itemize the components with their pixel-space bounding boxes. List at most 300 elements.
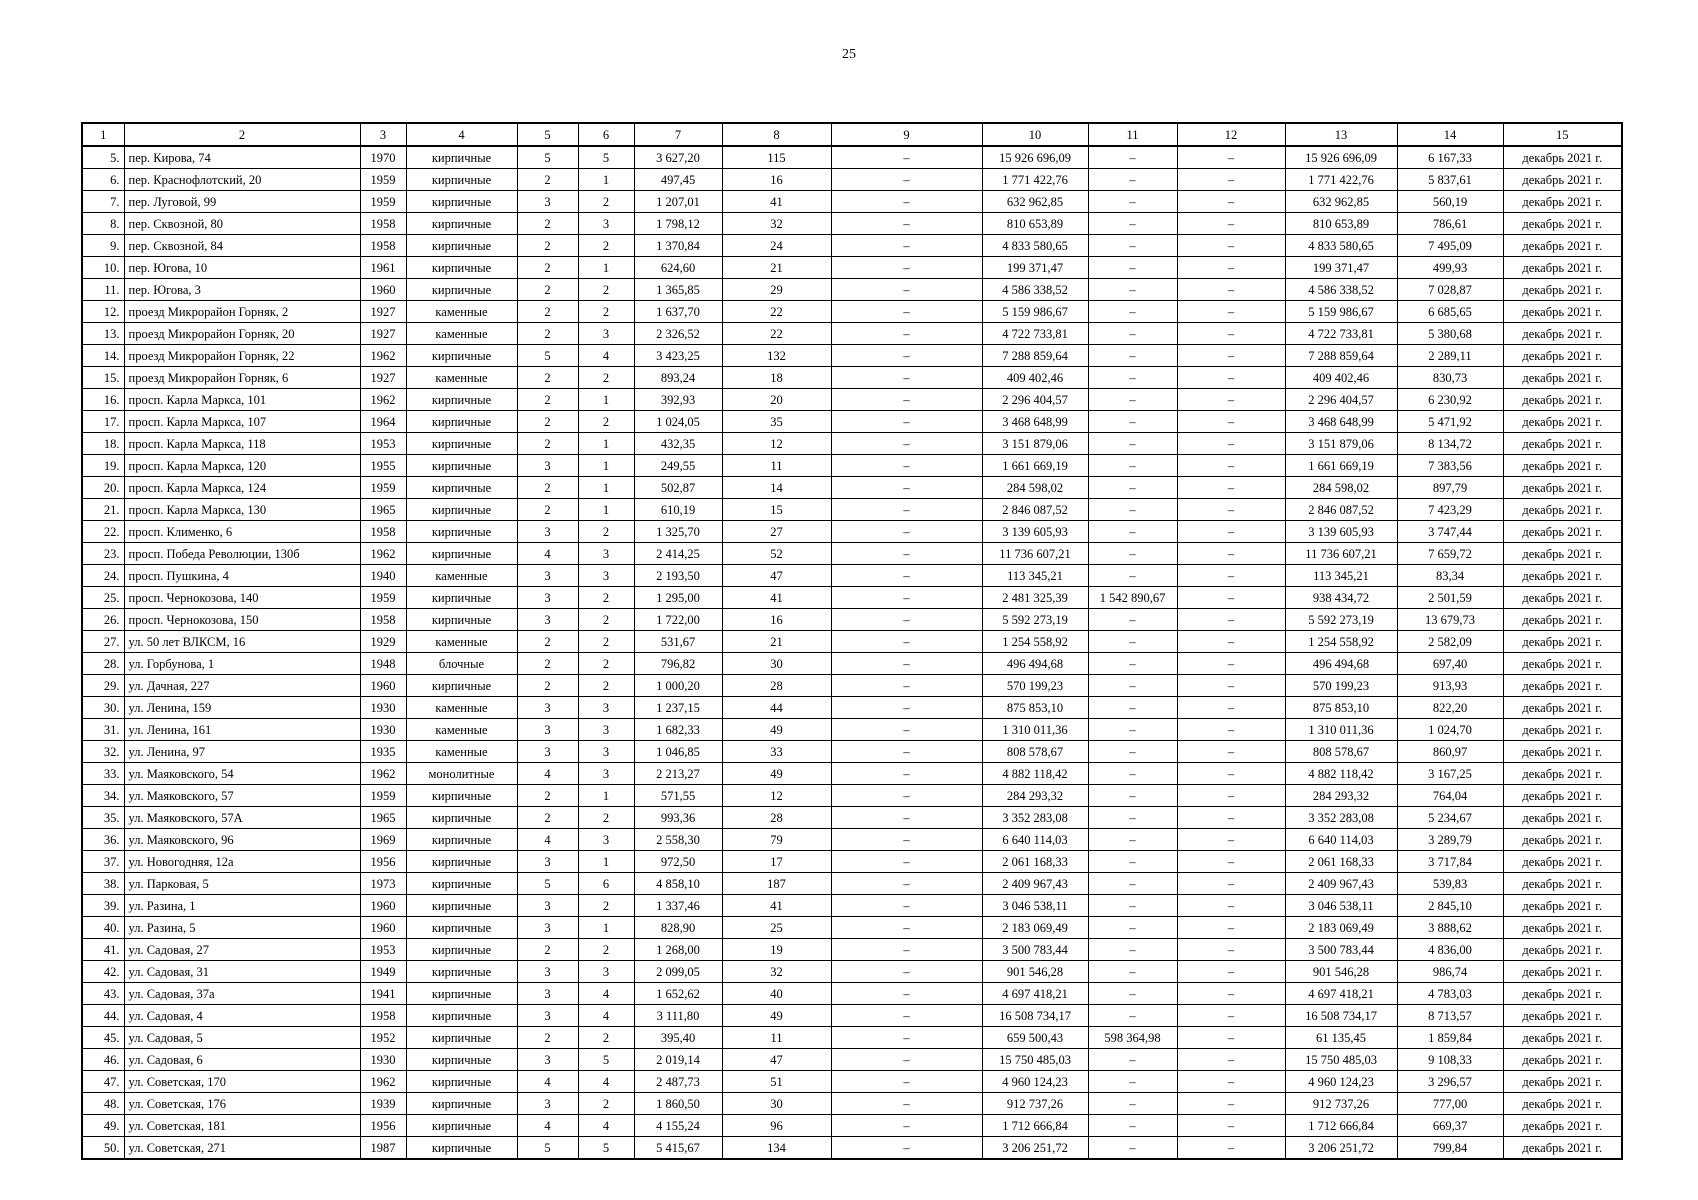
col-14-value-cell: 764,04 xyxy=(1397,785,1503,807)
entrances-count-cell: 2 xyxy=(578,301,634,323)
col-14-value-cell: 499,93 xyxy=(1397,257,1503,279)
column-header-12: 12 xyxy=(1177,123,1285,146)
col-12-amount-cell: – xyxy=(1177,235,1285,257)
table-row xyxy=(82,1005,1622,1027)
col-14-value-cell: 986,74 xyxy=(1397,961,1503,983)
total-area-cell: 2 414,25 xyxy=(634,543,722,565)
total-area-cell: 497,45 xyxy=(634,169,722,191)
entrances-count-cell: 3 xyxy=(578,213,634,235)
total-area-cell: 1 652,62 xyxy=(634,983,722,1005)
year-built-cell: 1930 xyxy=(360,1049,406,1071)
deadline-cell: декабрь 2021 г. xyxy=(1503,411,1622,433)
table-row xyxy=(82,477,1622,499)
col-10-amount-cell: 810 653,89 xyxy=(982,213,1088,235)
table-row xyxy=(82,653,1622,675)
address-cell: просп. Клименко, 6 xyxy=(124,521,360,543)
wall-material-cell: кирпичные xyxy=(406,191,517,213)
deadline-cell: декабрь 2021 г. xyxy=(1503,917,1622,939)
column-header-2: 2 xyxy=(124,123,360,146)
col-14-value-cell: 6 685,65 xyxy=(1397,301,1503,323)
entrances-count-cell: 2 xyxy=(578,653,634,675)
residents-count-cell: 27 xyxy=(722,521,831,543)
residents-count-cell: 40 xyxy=(722,983,831,1005)
total-area-cell: 502,87 xyxy=(634,477,722,499)
total-area-cell: 3 423,25 xyxy=(634,345,722,367)
col-13-amount-cell: 113 345,21 xyxy=(1285,565,1397,587)
floors-count-cell: 3 xyxy=(517,191,578,213)
table-row xyxy=(82,433,1622,455)
table-row xyxy=(82,609,1622,631)
residents-count-cell: 28 xyxy=(722,807,831,829)
table-row xyxy=(82,499,1622,521)
col-9-value-cell: – xyxy=(831,1049,982,1071)
col-10-amount-cell: 4 833 580,65 xyxy=(982,235,1088,257)
row-number-cell: 33. xyxy=(82,763,124,785)
residents-count-cell: 20 xyxy=(722,389,831,411)
col-9-value-cell: – xyxy=(831,499,982,521)
address-cell: ул. Горбунова, 1 xyxy=(124,653,360,675)
col-14-value-cell: 3 717,84 xyxy=(1397,851,1503,873)
table-row xyxy=(82,785,1622,807)
col-10-amount-cell: 570 199,23 xyxy=(982,675,1088,697)
deadline-cell: декабрь 2021 г. xyxy=(1503,939,1622,961)
col-9-value-cell: – xyxy=(831,697,982,719)
floors-count-cell: 2 xyxy=(517,433,578,455)
col-13-amount-cell: 11 736 607,21 xyxy=(1285,543,1397,565)
address-cell: ул. Садовая, 4 xyxy=(124,1005,360,1027)
total-area-cell: 1 237,15 xyxy=(634,697,722,719)
residents-count-cell: 15 xyxy=(722,499,831,521)
table-row xyxy=(82,807,1622,829)
deadline-cell: декабрь 2021 г. xyxy=(1503,169,1622,191)
residents-count-cell: 79 xyxy=(722,829,831,851)
wall-material-cell: кирпичные xyxy=(406,1115,517,1137)
floors-count-cell: 2 xyxy=(517,257,578,279)
total-area-cell: 1 682,33 xyxy=(634,719,722,741)
housing-register-table xyxy=(81,122,1623,1160)
total-area-cell: 1 637,70 xyxy=(634,301,722,323)
col-12-amount-cell: – xyxy=(1177,323,1285,345)
wall-material-cell: кирпичные xyxy=(406,1093,517,1115)
col-10-amount-cell: 4 586 338,52 xyxy=(982,279,1088,301)
col-10-amount-cell: 3 206 251,72 xyxy=(982,1137,1088,1160)
total-area-cell: 796,82 xyxy=(634,653,722,675)
floors-count-cell: 3 xyxy=(517,587,578,609)
col-12-amount-cell: – xyxy=(1177,565,1285,587)
col-9-value-cell: – xyxy=(831,587,982,609)
total-area-cell: 392,93 xyxy=(634,389,722,411)
col-11-amount-cell: – xyxy=(1088,499,1177,521)
col-14-value-cell: 2 289,11 xyxy=(1397,345,1503,367)
col-13-amount-cell: 1 310 011,36 xyxy=(1285,719,1397,741)
entrances-count-cell: 1 xyxy=(578,477,634,499)
row-number-cell: 6. xyxy=(82,169,124,191)
deadline-cell: декабрь 2021 г. xyxy=(1503,521,1622,543)
entrances-count-cell: 4 xyxy=(578,1071,634,1093)
table-row xyxy=(82,565,1622,587)
deadline-cell: декабрь 2021 г. xyxy=(1503,763,1622,785)
entrances-count-cell: 2 xyxy=(578,939,634,961)
floors-count-cell: 4 xyxy=(517,829,578,851)
col-10-amount-cell: 659 500,43 xyxy=(982,1027,1088,1049)
wall-material-cell: кирпичные xyxy=(406,1137,517,1160)
col-9-value-cell: – xyxy=(831,917,982,939)
col-14-value-cell: 3 888,62 xyxy=(1397,917,1503,939)
row-number-cell: 7. xyxy=(82,191,124,213)
address-cell: ул. Советская, 271 xyxy=(124,1137,360,1160)
deadline-cell: декабрь 2021 г. xyxy=(1503,191,1622,213)
col-14-value-cell: 6 230,92 xyxy=(1397,389,1503,411)
col-13-amount-cell: 199 371,47 xyxy=(1285,257,1397,279)
address-cell: ул. Ленина, 97 xyxy=(124,741,360,763)
col-12-amount-cell: – xyxy=(1177,895,1285,917)
table-row xyxy=(82,146,1622,169)
col-13-amount-cell: 808 578,67 xyxy=(1285,741,1397,763)
floors-count-cell: 3 xyxy=(517,983,578,1005)
col-12-amount-cell: – xyxy=(1177,477,1285,499)
entrances-count-cell: 1 xyxy=(578,455,634,477)
col-13-amount-cell: 7 288 859,64 xyxy=(1285,345,1397,367)
address-cell: ул. Советская, 170 xyxy=(124,1071,360,1093)
residents-count-cell: 21 xyxy=(722,257,831,279)
year-built-cell: 1987 xyxy=(360,1137,406,1160)
address-cell: ул. Советская, 181 xyxy=(124,1115,360,1137)
row-number-cell: 9. xyxy=(82,235,124,257)
col-9-value-cell: – xyxy=(831,213,982,235)
wall-material-cell: кирпичные xyxy=(406,235,517,257)
col-11-amount-cell: – xyxy=(1088,917,1177,939)
wall-material-cell: кирпичные xyxy=(406,807,517,829)
col-12-amount-cell: – xyxy=(1177,521,1285,543)
column-header-1: 1 xyxy=(82,123,124,146)
col-13-amount-cell: 284 598,02 xyxy=(1285,477,1397,499)
residents-count-cell: 29 xyxy=(722,279,831,301)
residents-count-cell: 25 xyxy=(722,917,831,939)
total-area-cell: 395,40 xyxy=(634,1027,722,1049)
col-13-amount-cell: 3 046 538,11 xyxy=(1285,895,1397,917)
deadline-cell: декабрь 2021 г. xyxy=(1503,719,1622,741)
floors-count-cell: 2 xyxy=(517,169,578,191)
row-number-cell: 43. xyxy=(82,983,124,1005)
year-built-cell: 1958 xyxy=(360,235,406,257)
floors-count-cell: 5 xyxy=(517,345,578,367)
entrances-count-cell: 1 xyxy=(578,785,634,807)
table-row xyxy=(82,279,1622,301)
year-built-cell: 1948 xyxy=(360,653,406,675)
table-row xyxy=(82,345,1622,367)
col-11-amount-cell: – xyxy=(1088,807,1177,829)
col-13-amount-cell: 2 296 404,57 xyxy=(1285,389,1397,411)
table-row xyxy=(82,169,1622,191)
total-area-cell: 249,55 xyxy=(634,455,722,477)
wall-material-cell: кирпичные xyxy=(406,829,517,851)
wall-material-cell: каменные xyxy=(406,323,517,345)
row-number-cell: 47. xyxy=(82,1071,124,1093)
table-row xyxy=(82,1027,1622,1049)
col-14-value-cell: 7 383,56 xyxy=(1397,455,1503,477)
col-9-value-cell: – xyxy=(831,477,982,499)
column-header-11: 11 xyxy=(1088,123,1177,146)
page-number: 25 xyxy=(842,47,856,62)
col-14-value-cell: 860,97 xyxy=(1397,741,1503,763)
col-9-value-cell: – xyxy=(831,235,982,257)
wall-material-cell: каменные xyxy=(406,741,517,763)
deadline-cell: декабрь 2021 г. xyxy=(1503,213,1622,235)
total-area-cell: 2 558,30 xyxy=(634,829,722,851)
col-13-amount-cell: 938 434,72 xyxy=(1285,587,1397,609)
col-10-amount-cell: 3 352 283,08 xyxy=(982,807,1088,829)
col-13-amount-cell: 3 468 648,99 xyxy=(1285,411,1397,433)
col-11-amount-cell: – xyxy=(1088,1049,1177,1071)
col-14-value-cell: 5 380,68 xyxy=(1397,323,1503,345)
year-built-cell: 1969 xyxy=(360,829,406,851)
col-9-value-cell: – xyxy=(831,1071,982,1093)
entrances-count-cell: 2 xyxy=(578,807,634,829)
row-number-cell: 12. xyxy=(82,301,124,323)
total-area-cell: 4 155,24 xyxy=(634,1115,722,1137)
col-13-amount-cell: 1 712 666,84 xyxy=(1285,1115,1397,1137)
col-9-value-cell: – xyxy=(831,961,982,983)
wall-material-cell: кирпичные xyxy=(406,873,517,895)
total-area-cell: 5 415,67 xyxy=(634,1137,722,1160)
col-10-amount-cell: 113 345,21 xyxy=(982,565,1088,587)
deadline-cell: декабрь 2021 г. xyxy=(1503,433,1622,455)
col-12-amount-cell: – xyxy=(1177,433,1285,455)
year-built-cell: 1956 xyxy=(360,851,406,873)
address-cell: ул. Маяковского, 57 xyxy=(124,785,360,807)
col-9-value-cell: – xyxy=(831,829,982,851)
row-number-cell: 45. xyxy=(82,1027,124,1049)
table-row xyxy=(82,1115,1622,1137)
col-11-amount-cell: – xyxy=(1088,895,1177,917)
col-12-amount-cell: – xyxy=(1177,983,1285,1005)
col-11-amount-cell: – xyxy=(1088,146,1177,169)
col-11-amount-cell: – xyxy=(1088,719,1177,741)
col-14-value-cell: 822,20 xyxy=(1397,697,1503,719)
total-area-cell: 2 213,27 xyxy=(634,763,722,785)
table-row xyxy=(82,213,1622,235)
col-14-value-cell: 539,83 xyxy=(1397,873,1503,895)
address-cell: просп. Победа Революции, 130б xyxy=(124,543,360,565)
year-built-cell: 1962 xyxy=(360,345,406,367)
col-10-amount-cell: 3 500 783,44 xyxy=(982,939,1088,961)
floors-count-cell: 4 xyxy=(517,1115,578,1137)
residents-count-cell: 134 xyxy=(722,1137,831,1160)
total-area-cell: 1 207,01 xyxy=(634,191,722,213)
entrances-count-cell: 5 xyxy=(578,1049,634,1071)
floors-count-cell: 4 xyxy=(517,1071,578,1093)
row-number-cell: 37. xyxy=(82,851,124,873)
total-area-cell: 1 325,70 xyxy=(634,521,722,543)
address-cell: ул. Парковая, 5 xyxy=(124,873,360,895)
floors-count-cell: 4 xyxy=(517,763,578,785)
col-10-amount-cell: 6 640 114,03 xyxy=(982,829,1088,851)
table-row xyxy=(82,191,1622,213)
col-12-amount-cell: – xyxy=(1177,675,1285,697)
address-cell: ул. Разина, 1 xyxy=(124,895,360,917)
table-row xyxy=(82,829,1622,851)
table-row xyxy=(82,675,1622,697)
col-12-amount-cell: – xyxy=(1177,609,1285,631)
col-9-value-cell: – xyxy=(831,323,982,345)
col-9-value-cell: – xyxy=(831,873,982,895)
col-9-value-cell: – xyxy=(831,301,982,323)
col-13-amount-cell: 912 737,26 xyxy=(1285,1093,1397,1115)
col-14-value-cell: 777,00 xyxy=(1397,1093,1503,1115)
address-cell: ул. Разина, 5 xyxy=(124,917,360,939)
col-13-amount-cell: 901 546,28 xyxy=(1285,961,1397,983)
col-12-amount-cell: – xyxy=(1177,873,1285,895)
address-cell: ул. Ленина, 159 xyxy=(124,697,360,719)
col-11-amount-cell: – xyxy=(1088,631,1177,653)
col-14-value-cell: 7 423,29 xyxy=(1397,499,1503,521)
col-9-value-cell: – xyxy=(831,895,982,917)
residents-count-cell: 32 xyxy=(722,961,831,983)
col-13-amount-cell: 5 159 986,67 xyxy=(1285,301,1397,323)
residents-count-cell: 96 xyxy=(722,1115,831,1137)
residents-count-cell: 33 xyxy=(722,741,831,763)
total-area-cell: 4 858,10 xyxy=(634,873,722,895)
col-10-amount-cell: 1 661 669,19 xyxy=(982,455,1088,477)
entrances-count-cell: 2 xyxy=(578,367,634,389)
col-11-amount-cell: – xyxy=(1088,1071,1177,1093)
col-14-value-cell: 7 495,09 xyxy=(1397,235,1503,257)
col-9-value-cell: – xyxy=(831,1115,982,1137)
col-9-value-cell: – xyxy=(831,521,982,543)
floors-count-cell: 3 xyxy=(517,1049,578,1071)
deadline-cell: декабрь 2021 г. xyxy=(1503,587,1622,609)
col-13-amount-cell: 284 293,32 xyxy=(1285,785,1397,807)
col-11-amount-cell: – xyxy=(1088,609,1177,631)
wall-material-cell: кирпичные xyxy=(406,961,517,983)
row-number-cell: 35. xyxy=(82,807,124,829)
entrances-count-cell: 3 xyxy=(578,741,634,763)
col-13-amount-cell: 4 697 418,21 xyxy=(1285,983,1397,1005)
col-12-amount-cell: – xyxy=(1177,389,1285,411)
year-built-cell: 1965 xyxy=(360,499,406,521)
col-10-amount-cell: 3 468 648,99 xyxy=(982,411,1088,433)
floors-count-cell: 5 xyxy=(517,146,578,169)
column-header-8: 8 xyxy=(722,123,831,146)
floors-count-cell: 3 xyxy=(517,565,578,587)
year-built-cell: 1960 xyxy=(360,895,406,917)
col-11-amount-cell: – xyxy=(1088,763,1177,785)
wall-material-cell: кирпичные xyxy=(406,521,517,543)
deadline-cell: декабрь 2021 г. xyxy=(1503,631,1622,653)
total-area-cell: 1 337,46 xyxy=(634,895,722,917)
col-12-amount-cell: – xyxy=(1177,279,1285,301)
deadline-cell: декабрь 2021 г. xyxy=(1503,1093,1622,1115)
col-9-value-cell: – xyxy=(831,543,982,565)
year-built-cell: 1962 xyxy=(360,389,406,411)
address-cell: пер. Сквозной, 80 xyxy=(124,213,360,235)
wall-material-cell: кирпичные xyxy=(406,389,517,411)
col-11-amount-cell: – xyxy=(1088,521,1177,543)
entrances-count-cell: 5 xyxy=(578,1137,634,1160)
residents-count-cell: 16 xyxy=(722,169,831,191)
address-cell: ул. Садовая, 5 xyxy=(124,1027,360,1049)
floors-count-cell: 2 xyxy=(517,675,578,697)
col-13-amount-cell: 15 926 696,09 xyxy=(1285,146,1397,169)
residents-count-cell: 30 xyxy=(722,653,831,675)
wall-material-cell: кирпичные xyxy=(406,257,517,279)
wall-material-cell: кирпичные xyxy=(406,543,517,565)
entrances-count-cell: 2 xyxy=(578,1027,634,1049)
year-built-cell: 1958 xyxy=(360,609,406,631)
col-14-value-cell: 2 582,09 xyxy=(1397,631,1503,653)
col-14-value-cell: 799,84 xyxy=(1397,1137,1503,1160)
col-12-amount-cell: – xyxy=(1177,499,1285,521)
floors-count-cell: 3 xyxy=(517,455,578,477)
column-header-13: 13 xyxy=(1285,123,1397,146)
deadline-cell: декабрь 2021 г. xyxy=(1503,807,1622,829)
col-14-value-cell: 83,34 xyxy=(1397,565,1503,587)
residents-count-cell: 49 xyxy=(722,1005,831,1027)
deadline-cell: декабрь 2021 г. xyxy=(1503,279,1622,301)
col-10-amount-cell: 1 254 558,92 xyxy=(982,631,1088,653)
entrances-count-cell: 6 xyxy=(578,873,634,895)
table-row xyxy=(82,411,1622,433)
wall-material-cell: кирпичные xyxy=(406,279,517,301)
wall-material-cell: каменные xyxy=(406,719,517,741)
col-14-value-cell: 897,79 xyxy=(1397,477,1503,499)
floors-count-cell: 2 xyxy=(517,279,578,301)
row-number-cell: 26. xyxy=(82,609,124,631)
address-cell: просп. Чернокозова, 140 xyxy=(124,587,360,609)
table-row xyxy=(82,367,1622,389)
row-number-cell: 25. xyxy=(82,587,124,609)
deadline-cell: декабрь 2021 г. xyxy=(1503,455,1622,477)
floors-count-cell: 3 xyxy=(517,697,578,719)
col-12-amount-cell: – xyxy=(1177,1049,1285,1071)
col-10-amount-cell: 5 159 986,67 xyxy=(982,301,1088,323)
year-built-cell: 1958 xyxy=(360,1005,406,1027)
col-13-amount-cell: 2 183 069,49 xyxy=(1285,917,1397,939)
address-cell: ул. Дачная, 227 xyxy=(124,675,360,697)
entrances-count-cell: 2 xyxy=(578,675,634,697)
year-built-cell: 1930 xyxy=(360,719,406,741)
col-9-value-cell: – xyxy=(831,1005,982,1027)
col-9-value-cell: – xyxy=(831,675,982,697)
col-12-amount-cell: – xyxy=(1177,587,1285,609)
col-11-amount-cell: – xyxy=(1088,1137,1177,1160)
col-9-value-cell: – xyxy=(831,983,982,1005)
col-11-amount-cell: – xyxy=(1088,323,1177,345)
col-10-amount-cell: 16 508 734,17 xyxy=(982,1005,1088,1027)
entrances-count-cell: 2 xyxy=(578,1093,634,1115)
address-cell: просп. Чернокозова, 150 xyxy=(124,609,360,631)
year-built-cell: 1927 xyxy=(360,301,406,323)
table-row xyxy=(82,543,1622,565)
deadline-cell: декабрь 2021 г. xyxy=(1503,1137,1622,1160)
col-14-value-cell: 1 024,70 xyxy=(1397,719,1503,741)
row-number-cell: 31. xyxy=(82,719,124,741)
address-cell: ул. Садовая, 6 xyxy=(124,1049,360,1071)
col-14-value-cell: 8 713,57 xyxy=(1397,1005,1503,1027)
address-cell: просп. Карла Маркса, 118 xyxy=(124,433,360,455)
wall-material-cell: каменные xyxy=(406,565,517,587)
col-13-amount-cell: 5 592 273,19 xyxy=(1285,609,1397,631)
year-built-cell: 1959 xyxy=(360,169,406,191)
floors-count-cell: 2 xyxy=(517,807,578,829)
floors-count-cell: 4 xyxy=(517,543,578,565)
table-row xyxy=(82,961,1622,983)
col-14-value-cell: 2 845,10 xyxy=(1397,895,1503,917)
col-10-amount-cell: 1 771 422,76 xyxy=(982,169,1088,191)
floors-count-cell: 2 xyxy=(517,389,578,411)
floors-count-cell: 2 xyxy=(517,213,578,235)
row-number-cell: 36. xyxy=(82,829,124,851)
